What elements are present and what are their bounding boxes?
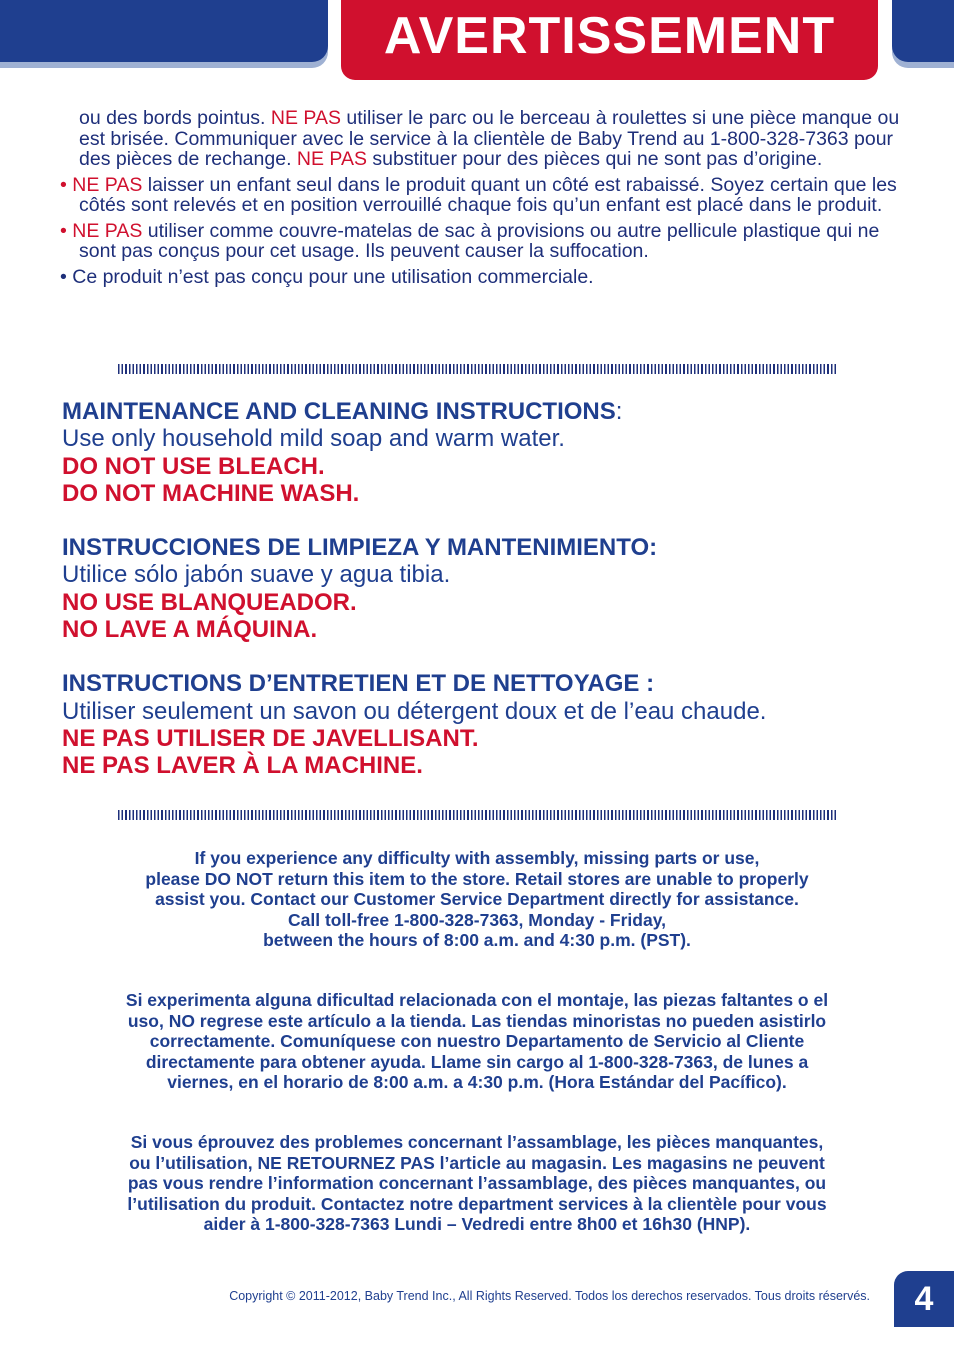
- contact-french: Si vous éprouvez des problemes concernant l’assamblage, les pièces manquantes, ou l’utilisation, NE RETOURNEZ PAS l’article au magasin. Les magasins ne peuvent pas vous rendre l’information concernant l’assamblage, des pièces manquantes, ou l’utilisation du produit. Contactez notre department services à la clientèle pour vous aider à 1-800-328-7363 Lundi – Vedredi entre 8h00 et 16h30 (HNP).: [127, 1132, 827, 1234]
- maintenance-english: MAINTENANCE AND CLEANING INSTRUCTIONS: Use only household mild soap and warm water. DO NOT USE BLEACH. DO NOT MACHINE WASH.: [62, 398, 922, 507]
- warning-bullet-2: • NE PAS laisser un enfant seul dans le produit quant un côté est rabaissé. Soyez certain que les côtés sont relevés et en position verrouillé chaque fois qu’un enfant est placé dans le produit.: [60, 173, 897, 216]
- maintenance-heading-fr: INSTRUCTIONS D’ENTRETIEN ET DE NETTOYAGE :: [62, 670, 655, 698]
- maintenance-warning-fr-2: NE PAS LAVER À LA MACHINE.: [62, 752, 423, 780]
- maintenance-body-en: Use only household mild soap and warm water.: [62, 425, 565, 453]
- maintenance-warning-en-1: DO NOT USE BLEACH.: [62, 452, 325, 480]
- header-right-tab: [892, 0, 954, 62]
- maintenance-heading-en: MAINTENANCE AND CLEANING INSTRUCTIONS: [62, 398, 616, 425]
- ne-pas-label: NE PAS: [72, 173, 143, 196]
- maintenance-spanish: [62, 534, 922, 643]
- copyright-notice: Copyright © 2011-2012, Baby Trend Inc., All Rights Reserved. Todos los derechos reservados. Tous droits réservés.: [229, 1289, 870, 1303]
- divider-bottom: [118, 810, 836, 820]
- maintenance-body-fr: Utiliser seulement un savon ou détergent doux et de l’eau chaude.: [62, 697, 767, 725]
- maintenance-warning-en-2: DO NOT MACHINE WASH.: [62, 479, 360, 507]
- contact-spanish: Si experimenta alguna dificultad relacionada con el montaje, las piezas faltantes o el uso, NO regrese este artículo a la tienda. Las tiendas minoristas no pueden asistirlo correctamente. Comuníquese con nuestro Departamento de Servicio al Cliente directamente para obtener ayuda. Llame sin cargo al 1-800-328-7363, de lunes a viernes, en el horario de 8:00 a.m. a 4:30 p.m. (Hora Estándar del Pacífico).: [125, 990, 829, 1092]
- maintenance-french: [62, 670, 922, 779]
- ne-pas-label: NE PAS: [270, 107, 341, 129]
- maintenance-warning-fr-1: NE PAS UTILISER DE JAVELLISANT.: [62, 724, 479, 752]
- header-left-tab: [0, 0, 328, 62]
- ne-pas-label: NE PAS: [296, 148, 367, 170]
- page-title: AVERTISSEMENT: [341, 0, 878, 80]
- warning-text-block: [60, 108, 910, 292]
- maintenance-body-es: Utilice sólo jabón suave y agua tibia.: [62, 561, 451, 589]
- warning-bullet-4: • Ce produit n’est pas conçu pour une utilisation commerciale.: [60, 265, 594, 288]
- ne-pas-label: NE PAS: [72, 219, 143, 242]
- maintenance-section: [62, 398, 922, 807]
- page-number: 4: [894, 1271, 954, 1327]
- contact-english: If you experience any difficulty with assembly, missing parts or use, please DO NOT return this item to the store. Retail stores are unable to properly assist you. Contact our Customer Service Department directly for assistance. Call toll-free 1-800-328-7363, Monday - Friday, between the hours of 8:00 a.m. and 4:30 p.m. (PST).: [145, 848, 809, 950]
- warning-paragraph-1: ou des bords pointus. NE PAS utiliser le parc ou le berceau à roulettes si une pièce manque ou est brisée. Communiquer avec le service à la clientèle de Baby Trend au 1-800-328-7363 pour des pièces de rechange. NE PAS substituer pour des pièces qui ne sont pas d’origine.: [79, 107, 900, 170]
- maintenance-warning-es-2: NO LAVE A MÁQUINA.: [62, 616, 318, 644]
- maintenance-heading-es: INSTRUCCIONES DE LIMPIEZA Y MANTENIMIENTO:: [62, 534, 658, 562]
- warning-bullet-3: • NE PAS utiliser comme couvre-matelas de sac à provisions ou autre pellicule plastique qui ne sont pas conçus pour cet usage. Ils peuvent causer la suffocation.: [60, 219, 880, 262]
- maintenance-warning-es-1: NO USE BLANQUEADOR.: [62, 588, 357, 616]
- divider-top: [118, 364, 836, 374]
